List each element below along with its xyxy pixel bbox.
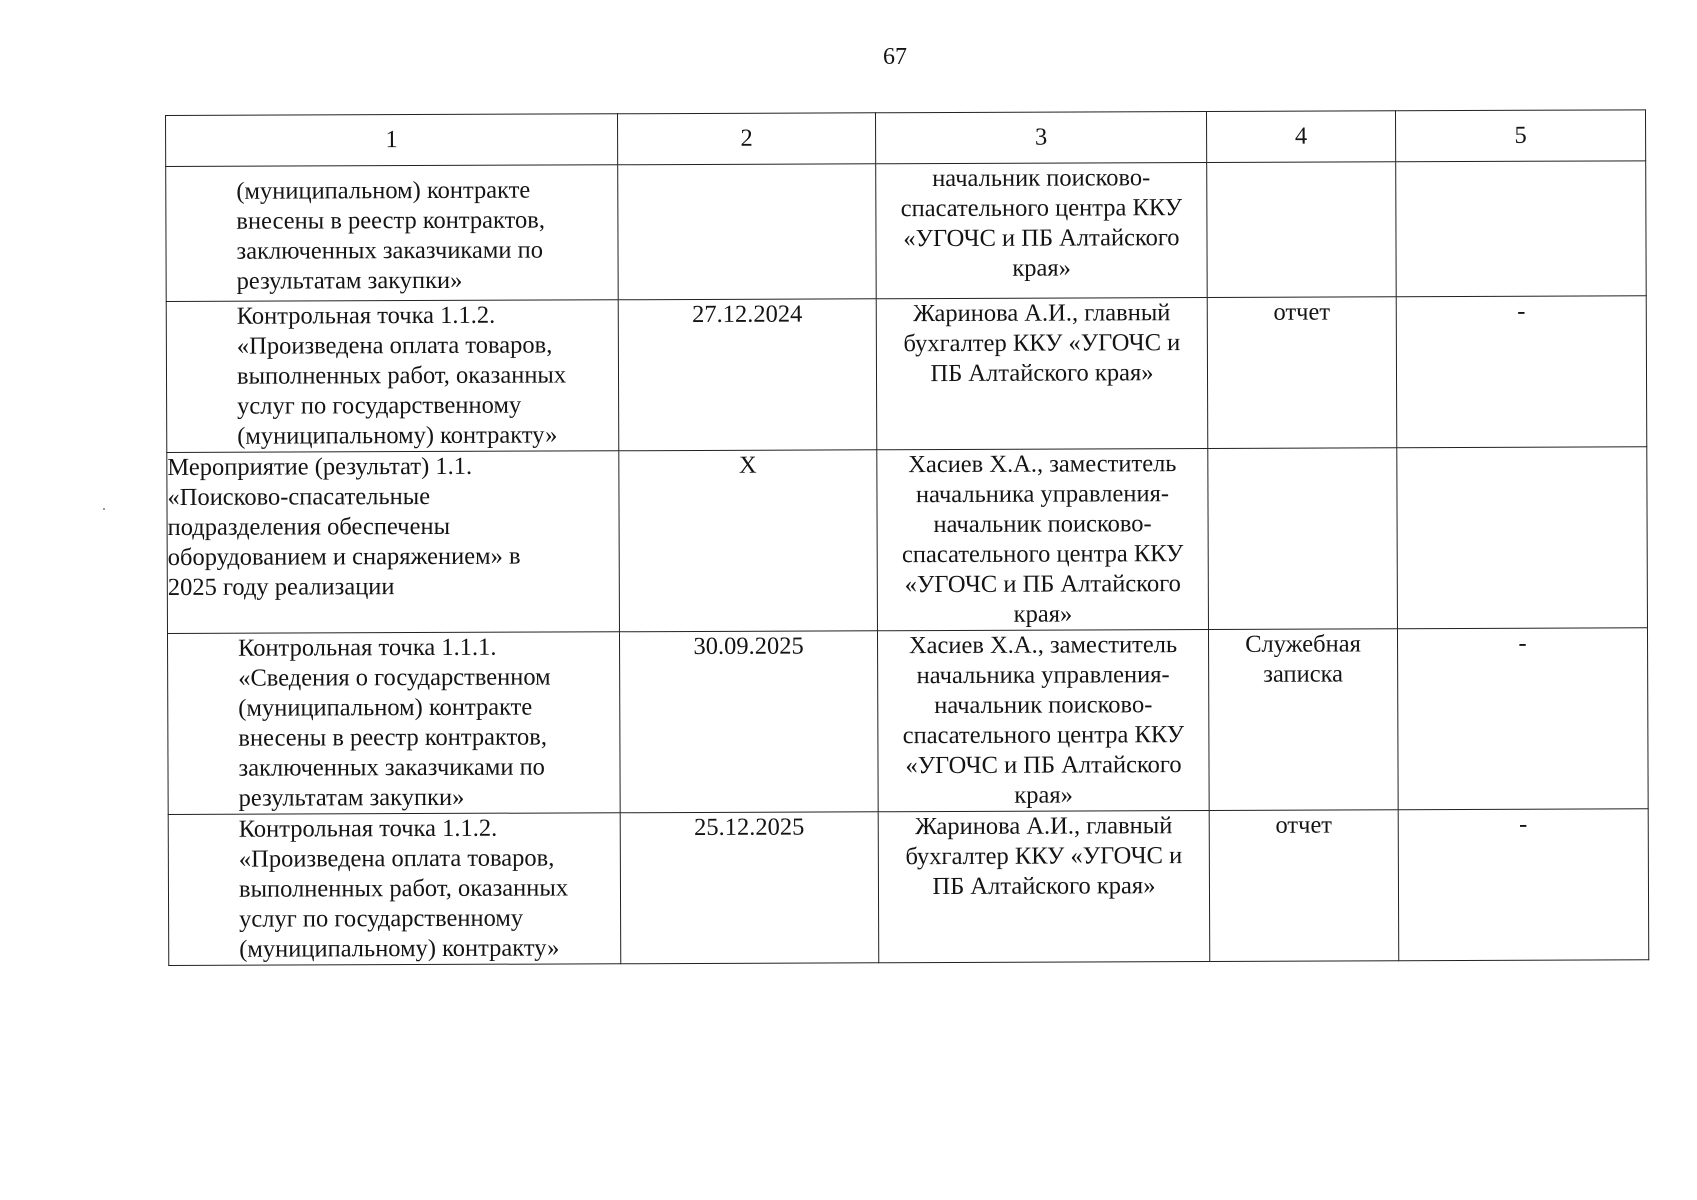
cell-responsible: Жаринова А.И., главный бухгалтер ККУ «УГОЧС и ПБ Алтайского края» [876, 297, 1208, 449]
cell-activity: (муниципальном) контракте внесены в реестр контрактов, заключенных заказчиками по результатам закупки» [166, 165, 619, 302]
cell-document [1207, 162, 1397, 298]
cell-activity: Мероприятие (результат) 1.1. «Поисково-спасательные подразделения обеспечены оборудованием и снаряжением» в 2025 году реализации [167, 451, 620, 634]
scan-artifact [103, 508, 105, 510]
cell-activity: Контрольная точка 1.1.2. «Произведена оплата товаров, выполненных работ, оказанных услуг по государственному (муниципальному) контракту» [168, 813, 621, 966]
cell-document: отчет [1207, 297, 1397, 449]
table-row [167, 628, 1648, 815]
cell-date: 30.09.2025 [619, 631, 878, 813]
page-number: 67 [883, 44, 907, 70]
cell-responsible: Хасиев Х.А., заместитель начальника управления- начальник поисково- спасательного центра ККУ «УГОЧС и ПБ Алтайского края» [877, 448, 1209, 630]
cell-document: отчет [1209, 810, 1399, 962]
cell-responsible: Жаринова А.И., главный бухгалтер ККУ «УГОЧС и ПБ Алтайского края» [878, 810, 1210, 962]
table-row [167, 447, 1648, 634]
cell-activity: Контрольная точка 1.1.2. «Произведена оплата товаров, выполненных работ, оказанных услуг по государственному (муниципальному) контракту» [166, 300, 619, 453]
header-cell-2: 2 [617, 113, 875, 165]
cell-document [1208, 448, 1398, 630]
cell-note: - [1398, 809, 1649, 961]
header-cell-4: 4 [1206, 111, 1395, 163]
cell-date: 27.12.2024 [618, 299, 877, 451]
table-row [168, 809, 1649, 966]
cell-responsible: Хасиев Х.А., заместитель начальника управления- начальник поисково- спасательного центра ККУ «УГОЧС и ПБ Алтайского края» [877, 629, 1209, 811]
header-cell-3: 3 [875, 112, 1206, 164]
cell-note [1396, 161, 1647, 297]
header-cell-1: 1 [166, 114, 618, 167]
cell-document: Служебная записка [1208, 629, 1398, 811]
plan-table [165, 109, 1649, 966]
cell-note: - [1396, 296, 1647, 448]
cell-responsible: начальник поисково- спасательного центра ККУ «УГОЧС и ПБ Алтайского края» [876, 163, 1208, 299]
header-row [166, 110, 1646, 167]
cell-activity: Контрольная точка 1.1.1. «Сведения о государственном (муниципальном) контракте внесены в реестр контрактов, заключенных заказчиками по результатам закупки» [167, 632, 620, 815]
table-row [166, 161, 1647, 302]
cell-date: Х [619, 450, 878, 632]
cell-note: - [1397, 628, 1648, 810]
cell-date: 25.12.2025 [620, 812, 879, 964]
cell-note [1397, 447, 1648, 629]
table-row [166, 296, 1647, 453]
header-cell-5: 5 [1395, 110, 1645, 162]
cell-date [618, 164, 877, 300]
